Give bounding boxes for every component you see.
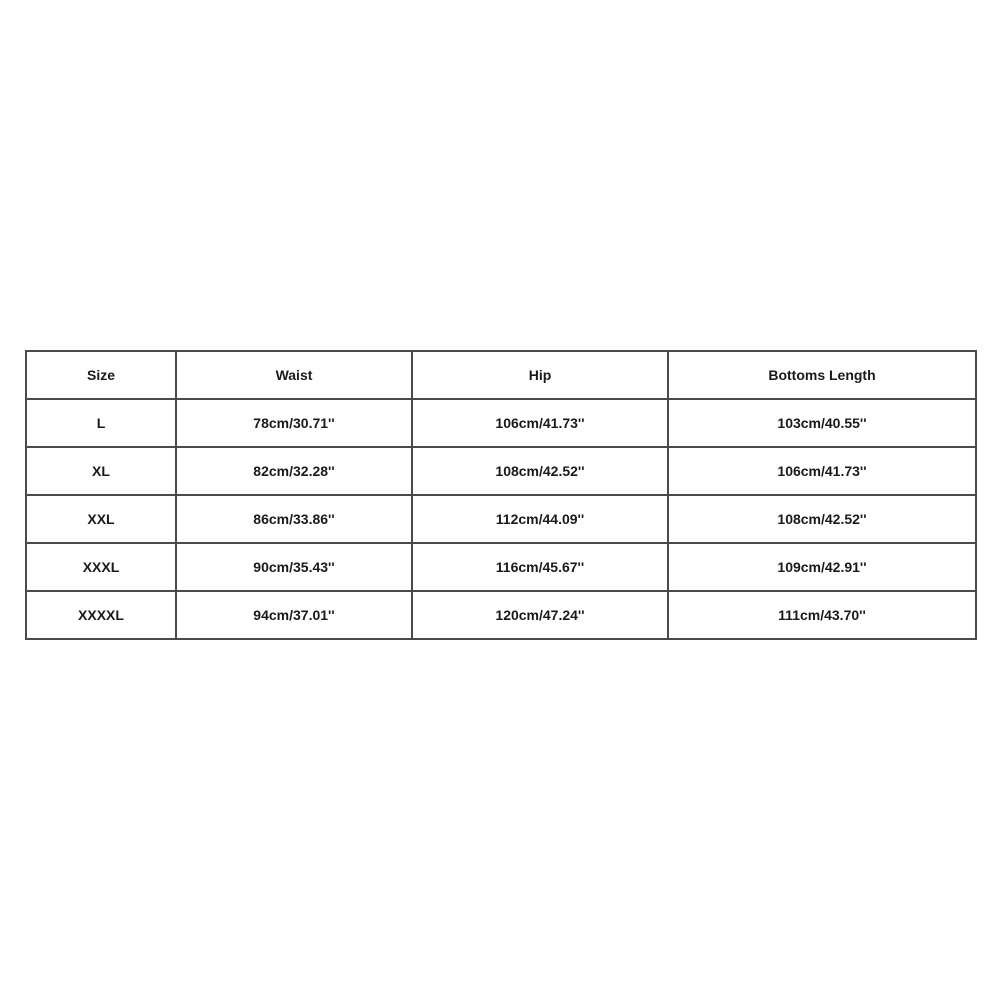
cell-waist: 82cm/32.28'': [176, 447, 412, 495]
cell-size: XL: [26, 447, 176, 495]
header-size: Size: [26, 351, 176, 399]
cell-bottoms-length: 106cm/41.73'': [668, 447, 976, 495]
cell-size: XXXXL: [26, 591, 176, 639]
cell-size: XXL: [26, 495, 176, 543]
cell-hip: 106cm/41.73'': [412, 399, 668, 447]
cell-bottoms-length: 108cm/42.52'': [668, 495, 976, 543]
cell-bottoms-length: 111cm/43.70'': [668, 591, 976, 639]
cell-size: L: [26, 399, 176, 447]
cell-hip: 108cm/42.52'': [412, 447, 668, 495]
cell-waist: 94cm/37.01'': [176, 591, 412, 639]
cell-bottoms-length: 103cm/40.55'': [668, 399, 976, 447]
header-hip: Hip: [412, 351, 668, 399]
cell-waist: 86cm/33.86'': [176, 495, 412, 543]
cell-bottoms-length: 109cm/42.91'': [668, 543, 976, 591]
table-row: [26, 447, 976, 495]
cell-hip: 116cm/45.67'': [412, 543, 668, 591]
table-row: [26, 591, 976, 639]
header-bottoms-length: Bottoms Length: [668, 351, 976, 399]
table-body: [26, 399, 976, 639]
cell-size: XXXL: [26, 543, 176, 591]
table-row: [26, 495, 976, 543]
cell-hip: 112cm/44.09'': [412, 495, 668, 543]
table-row: [26, 543, 976, 591]
table-row: [26, 399, 976, 447]
header-row: [26, 351, 976, 399]
header-waist: Waist: [176, 351, 412, 399]
cell-waist: 78cm/30.71'': [176, 399, 412, 447]
size-chart-table: [25, 350, 977, 640]
cell-waist: 90cm/35.43'': [176, 543, 412, 591]
table-header: [26, 351, 976, 399]
cell-hip: 120cm/47.24'': [412, 591, 668, 639]
